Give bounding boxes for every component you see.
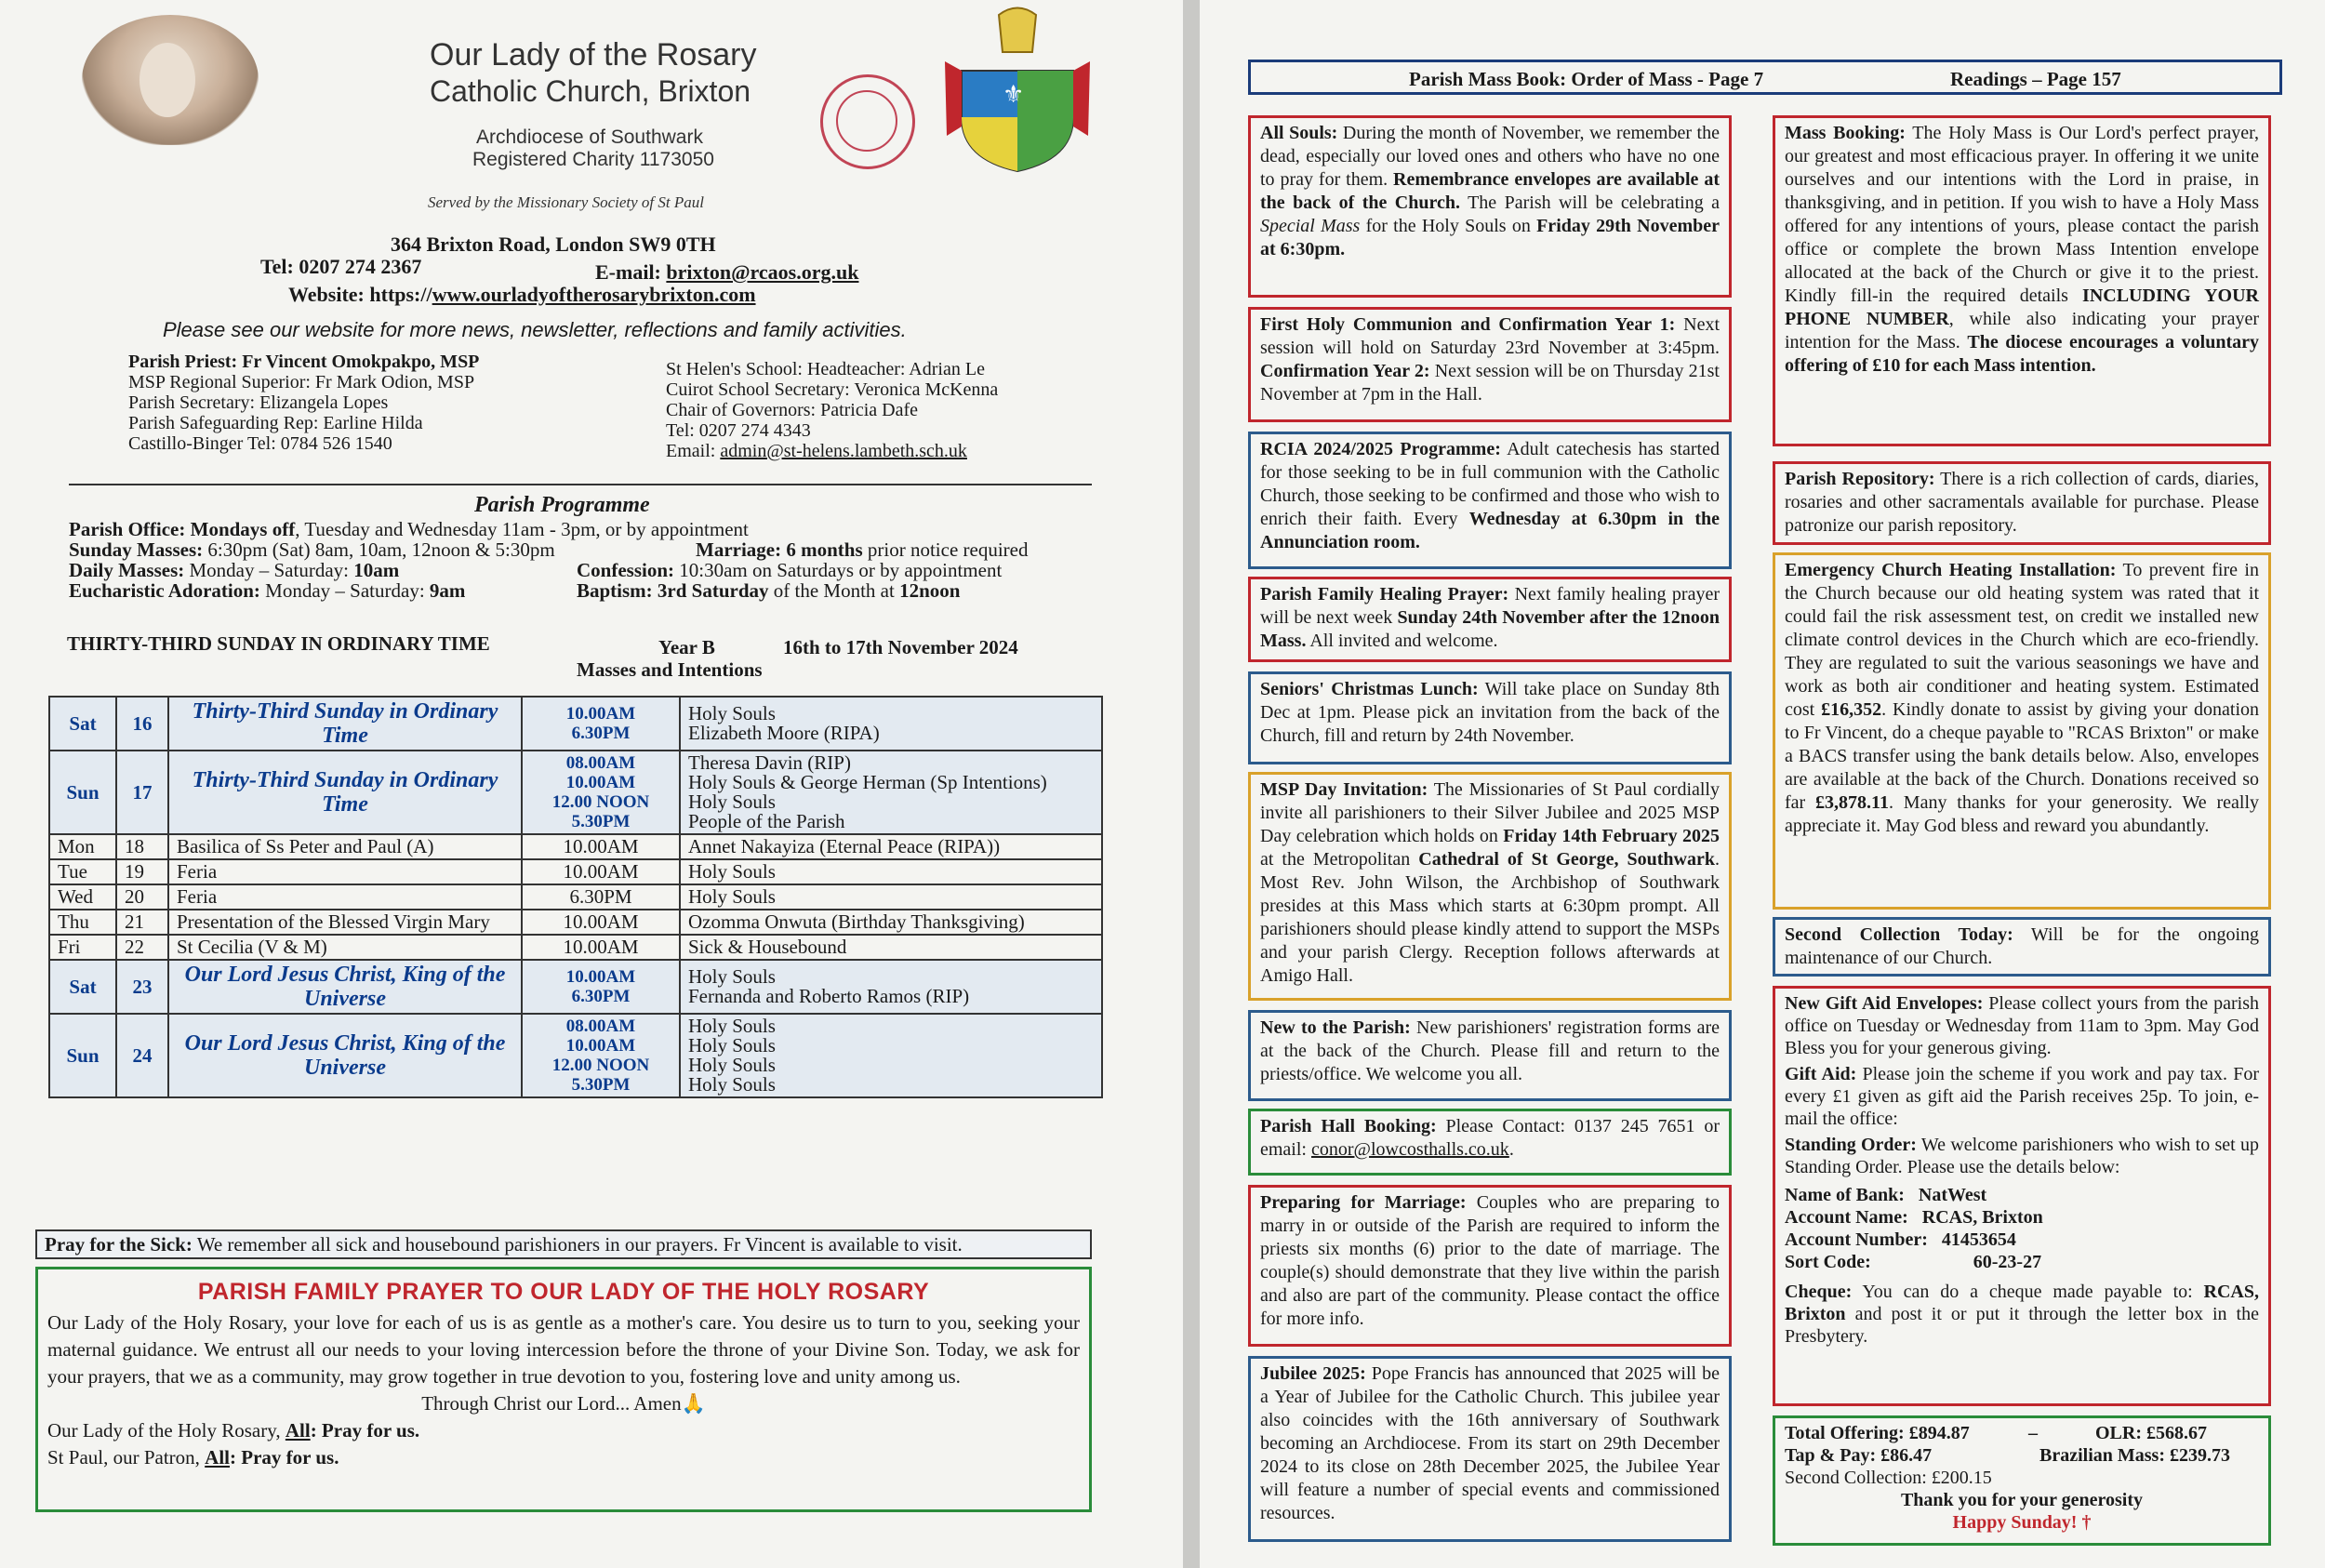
school-headteacher: St Helen's School: Headteacher: Adrian Le [666,359,985,379]
adoration-label: Eucharistic Adoration: [69,579,260,602]
staff-list [128,352,479,454]
communion-text2: Next session will be on Thursday 21st November at 7pm in the Hall. [1260,361,1720,405]
time-cell: 10.00AM [522,910,680,935]
masses-heading: Masses and Intentions [577,658,763,681]
mass-row [49,1014,1102,1097]
date-cell: 18 [116,834,168,859]
daily-time: 10am [353,559,400,581]
all-souls-text2: The Parish will be celebrating a [1460,193,1720,213]
cheque-text: You can do a cheque made payable to: [1852,1282,2204,1302]
prayer-response-1 [47,1417,1080,1444]
heating-bold2: £3,878.11 [1815,792,1889,813]
heating-text3: . Many thanks for your generosity. We really appreciate it. May God bless and reward you abundantly. [1785,792,2260,836]
notice-mass-booking [1773,115,2271,446]
intention-cell: Sick & Housebound [680,935,1102,960]
date-cell: 21 [116,910,168,935]
day-cell: Sun [49,1014,116,1097]
mass-row [49,697,1102,751]
confession-text: 10:30am on Saturdays or by appointment [674,559,1003,581]
website-label: Website: https:// [288,283,432,306]
daily-text: Monday – Saturday: [184,559,354,581]
booking-text2: , while also indicating your prayer intention for the Mass. [1785,309,2260,352]
time-cell: 10.00AM 6.30PM [522,697,680,751]
baptism-time: 12noon [899,579,961,602]
mass-row [49,884,1102,910]
prayer-through: Through Christ our Lord... Amen🙏 [421,1392,706,1415]
notice-rcia [1248,432,1732,569]
notice-second-collection [1773,917,2271,977]
church-title-line1: Our Lady of the Rosary [430,37,757,73]
collection-totals [1773,1415,2271,1546]
notice-new-to-parish [1248,1010,1732,1101]
healing-text2: All invited and welcome. [1306,631,1498,651]
standing-order [1785,1134,2259,1178]
prayer-heading: PARISH FAMILY PRAYER TO OUR LADY OF THE HOLY ROSARY [197,1279,930,1305]
booking-text: The Holy Mass is Our Lord's perfect prayer, our greatest and most efficacious prayer. In offering it we unite ourselves and our intentions with the Lord in praise, in thanksgiving, and in petition. If you wish to have a Holy Mass offered for any intentions of yours, please contact the parish office or complete the brown Mass Intention envelope allocated at the back of the Church or give it to the priest. Kindly fill-in the required details [1785,123,2259,306]
liturgical-year: Year B [658,636,715,658]
intention-cell: Ozomma Onwuta (Birthday Thanksgiving) [680,910,1102,935]
prayer-line1b: : Pray for us. [310,1419,420,1442]
intention-cell: Annet Nakayiza (Eternal Peace (RIPA)) [680,834,1102,859]
all-souls-bold2: Friday 29th November at 6:30pm. [1260,216,1720,259]
so-text: We welcome parishioners who wish to set up Standing Order. Please use the details below: [1785,1135,2259,1177]
sunday-masses [69,539,1101,560]
email-link[interactable]: brixton@rcaos.org.uk [666,260,859,284]
bank-value: NatWest [1918,1185,1987,1205]
website-note: Please see our website for more news, newsletter, reflections and family activities. [163,318,907,341]
totals-row1 [1785,1422,2259,1444]
hall-title: Parish Hall Booking: [1260,1116,1437,1136]
time-cell: 10.00AM [522,935,680,960]
mass-row [49,910,1102,935]
notice-all-souls [1248,115,1732,298]
intention-cell: Holy Souls Holy Souls Holy Souls Holy Souls [680,1014,1102,1097]
baptism-label: Baptism: 3rd Saturday [577,579,769,602]
msp-bold2: Cathedral of St George, Southwark [1418,849,1715,870]
heating-text: To prevent fire in the Church because our old heating system was rated that it could fail the risk assessment test, on credit we installed new climate control devices in the Church which are eco-friendly. They are regulated to suit the various seasonings we have and work as both air conditioner and heating system. Estimated cost [1785,560,2259,720]
feast-cell: St Cecilia (V & M) [168,935,522,960]
office-label: Parish Office: Mondays off [69,518,296,540]
school-email-label: Email: [666,441,716,461]
daily-masses [69,560,1101,580]
svg-text:⚜: ⚜ [1003,81,1025,108]
sick-label: Pray for the Sick: [45,1233,193,1256]
hall-text: Please Contact: 0137 245 7651 or email: [1260,1116,1720,1160]
header-divider [69,484,1092,485]
school-email-link[interactable]: admin@st-helens.lambeth.sch.uk [720,441,967,461]
all-souls-title: All Souls: [1260,123,1338,143]
school-secretary: Cuirot School Secretary: Veronica McKenna [666,379,999,400]
intention-cell: Holy Souls Elizabeth Moore (RIPA) [680,697,1102,751]
telephone: Tel: 0207 274 2367 [260,255,422,278]
mass-row [49,960,1102,1014]
adoration-time: 9am [429,579,466,602]
prayer-line1: Our Lady of the Holy Rosary, [47,1419,286,1442]
time-cell: 10.00AM [522,859,680,884]
feast-cell: Basilica of Ss Peter and Paul (A) [168,834,522,859]
time-cell: 10.00AM [522,834,680,859]
mass-row [49,935,1102,960]
marriage-prep-title: Preparing for Marriage: [1260,1192,1467,1213]
week-dates: 16th to 17th November 2024 [783,636,1018,658]
right-page [1200,0,2325,1568]
day-cell: Fri [49,935,116,960]
intention-cell: Theresa Davin (RIP) Holy Souls & George Herman (Sp Intentions) Holy Souls People of the Parish [680,751,1102,834]
newparish-title: New to the Parish: [1260,1017,1411,1038]
account-name-row [1785,1206,2259,1229]
so-title: Standing Order: [1785,1135,1917,1155]
charity-number: Registered Charity 1173050 [472,149,714,170]
day-cell: Sat [49,960,116,1014]
notice-gift-aid [1773,986,2271,1406]
account-number-row [1785,1229,2259,1251]
website-link[interactable]: www.ourladyoftherosarybrixton.com [432,283,756,306]
mass-intentions-table [48,696,1103,1098]
feast-cell: Presentation of the Blessed Virgin Mary [168,910,522,935]
feast-cell: Thirty-Third Sunday in Ordinary Time [168,751,522,834]
mass-row [49,751,1102,834]
staff-safeguarding: Parish Safeguarding Rep: Earline Hilda [128,413,423,433]
cheque-title: Cheque: [1785,1282,1853,1302]
seniors-title: Seniors' Christmas Lunch: [1260,679,1479,699]
notice-seniors [1248,671,1732,764]
feast-cell: Our Lord Jesus Christ, King of the Universe [168,1014,522,1097]
feast-cell: Thirty-Third Sunday in Ordinary Time [168,697,522,751]
office-text: , Tuesday and Wednesday 11am - 3pm, or by appointment [295,518,749,540]
newparish-text: New parishioners' registration forms are at the back of the Church. Please fill and return to the priests/office. We welcome you all. [1260,1017,1720,1084]
notice-healing [1248,577,1732,662]
cheque-text2: and post it or put it through the letter box in the Presbytery. [1785,1304,2259,1347]
healing-title: Parish Family Healing Prayer: [1260,584,1509,605]
rcia-bold: Wednesday at 6.30pm in the Annunciation room. [1260,509,1720,552]
parish-family-prayer [35,1267,1092,1512]
msp-text3: . Most Rev. John Wilson, the Archbishop of Southwark presides at this Mass which starts at 6:30pm prompt. All parishioners should please kindly attend to support the MSPs and your parish Clergy. Reception follows afterwards at Amigo Hall. [1260,849,1720,986]
heating-bold: £16,352 [1821,699,1882,720]
order-of-mass: Parish Mass Book: Order of Mass - Page 7 [1409,68,1764,90]
day-cell: Sat [49,697,116,751]
all-souls-text3: for the Holy Souls on [1360,216,1537,236]
num-value: 41453654 [1941,1229,2016,1250]
total-brazilian-mass: Brazilian Mass: £239.73 [2039,1445,2230,1466]
happy-sunday: Happy Sunday! † [1952,1512,2092,1533]
day-cell: Sun [49,751,116,834]
school-info [666,359,998,461]
our-lady-portrait [82,15,259,145]
sort-code-row [1785,1251,2259,1273]
thanks-line: Thank you for your generosity [1900,1490,2144,1510]
jubilee-text: Pope Francis has announced that 2025 will be a Year of Jubilee for the Catholic Church. This jubilee year also coincides with the 16th anniversary of Southwark becoming an Archdiocese. From its start on 29th December 2024 to its close on 28th December 2025, the Jubilee Year will feature a number of special events and commissioned resources. [1260,1363,1720,1523]
booking-bold2: The diocese encourages a voluntary offering of £10 for each Mass intention. [1785,332,2259,376]
mass-row [49,859,1102,884]
school-tel: Tel: 0207 274 4343 [666,420,811,441]
school-email-line [666,441,998,461]
sunday-text: 6:30pm (Sat) 8am, 10am, 12noon & 5:30pm [203,538,555,561]
time-cell: 08.00AM 10.00AM 12.00 NOON 5.30PM [522,751,680,834]
total-second-collection: Second Collection: £200.15 [1785,1468,1992,1488]
all-souls-text: During the month of November, we remember the dead, especially our loved ones and others who have no one to pray for them. [1260,123,1720,190]
heating-title: Emergency Church Heating Installation: [1785,560,2117,580]
ga-text: Please join the scheme if you work and pay tax. For every £1 given as gift aid the Parish receives 25p. To join, e-mail the office: [1785,1064,2259,1129]
date-cell: 17 [116,751,168,834]
msp-seal-icon [820,74,915,169]
prayer-all2: All [205,1446,231,1468]
day-cell: Tue [49,859,116,884]
hall-text2: . [1508,1139,1514,1160]
church-title-line2: Catholic Church, Brixton [430,74,751,108]
prayer-response-2 [47,1444,1080,1471]
acc-label: Account Name: [1785,1207,1908,1228]
feast-cell: Feria [168,884,522,910]
staff-safeguarding-tel: Castillo-Binger Tel: 0784 526 1540 [128,433,392,454]
giftaid-envelopes [1785,992,2259,1059]
healing-text: Next family healing prayer will be next week [1260,584,1720,628]
address: 364 Brixton Road, London SW9 0TH [391,233,716,256]
office-hours [69,519,1101,539]
notice-marriage [1248,1185,1732,1347]
intention-cell: Holy Souls [680,859,1102,884]
rcia-text: Adult catechesis has started for those seeking to be in full communion with the Catholic Church, those seeking to be confirmed and those who wish to enrich their faith. Every [1260,439,1720,529]
sort-value: 60-23-27 [1973,1252,2042,1272]
bank-label: Name of Bank: [1785,1185,1905,1205]
sick-text: We remember all sick and housebound parishioners in our prayers. Fr Vincent is available to visit. [192,1233,963,1256]
all-souls-bold: Remembrance envelopes are available at the back of the Church. [1260,169,1720,213]
second-title: Second Collection Today: [1785,924,2013,945]
rcia-title: RCIA 2024/2025 Programme: [1260,439,1501,459]
readings-page: Readings – Page 157 [1950,68,2121,90]
staff-superior: MSP Regional Superior: Fr Mark Odion, MSP [128,372,475,392]
website-line [288,283,756,307]
cheque-info [1785,1281,2259,1348]
booking-title: Mass Booking: [1785,123,1906,143]
total-olr: OLR: £568.67 [2095,1423,2207,1443]
hall-email-link[interactable]: conor@lowcosthalls.co.uk [1310,1139,1509,1160]
giftaid-scheme [1785,1063,2259,1130]
total-tap-pay: Tap & Pay: £86.47 [1785,1445,1933,1466]
giftaid-text: Please collect yours from the parish office on Tuesday or Wednesday from 11am to 3pm. May God Bless you for your generous giving. [1785,993,2259,1058]
mass-book-bar [1248,60,2282,95]
time-cell: 6.30PM [522,884,680,910]
date-cell: 23 [116,960,168,1014]
seniors-text: Will take place on Sunday 8th Dec at 1pm. Please pick an invitation from the back of the Church, fill and return by 24th November. [1260,679,1720,746]
heating-text2: . Kindly donate to assist by giving your donation to Fr Vincent, do a cheque payable to "RCAS Brixton" or make a BACS transfer using the bank details below. Also, envelopes are available at the back of the Church. Donations received so far [1785,699,2260,813]
prayer-line2: St Paul, our Patron, [47,1446,206,1468]
baptism-text: of the Month at [768,579,900,602]
date-cell: 16 [116,697,168,751]
date-cell: 24 [116,1014,168,1097]
repository-text: There is a rich collection of cards, diaries, rosaries and other sacramentals available for purchase. Please patronize our parish repository. [1785,469,2259,536]
email-label: E-mail: [595,260,661,284]
ga-title: Gift Aid: [1785,1064,1857,1084]
notice-hall-booking [1248,1109,1732,1176]
time-cell: 08.00AM 10.00AM 12.00 NOON 5.30PM [522,1014,680,1097]
total-offering: Total Offering: £894.87 [1785,1423,1970,1443]
staff-priest: Parish Priest: Fr Vincent Omokpakpo, MSP [128,352,480,372]
bank-details [1785,1184,2259,1273]
msp-title: MSP Day Invitation: [1260,779,1428,800]
prayer-body: Our Lady of the Holy Rosary, your love for each of us is as gentle as a mother's care. You desire us to turn to you, seeking your maternal guidance. We entrust all our needs to your loving intercession before the throne of your Divine Son. Today, we ask for your prayers, that we as a community, may grow together in true devotion to you, fostering love and unity among us. [47,1311,1080,1388]
marriage-prep-text: Couples who are preparing to marry in or outside of the Parish are required to inform the priests six months (6) prior to the date of marriage. The couple(s) should demonstrate that they live within the parish and also are part of the community. Please contact the office for more info. [1260,1192,1720,1329]
date-cell: 20 [116,884,168,910]
archdiocese: Archdiocese of Southwark [476,126,703,148]
feast-cell: Feria [168,859,522,884]
repository-title: Parish Repository: [1785,469,1935,489]
healing-bold: Sunday 24th November after the 12noon Mass. [1260,607,1720,651]
sunday-label: Sunday Masses: [69,538,204,561]
time-cell: 10.00AM 6.30PM [522,960,680,1014]
sort-label: Sort Code: [1785,1252,1871,1272]
daily-label: Daily Masses: [69,559,185,581]
notice-heating [1773,552,2271,910]
email-line [595,260,858,285]
intention-cell: Holy Souls [680,884,1102,910]
date-cell: 22 [116,935,168,960]
feast-cell: Our Lord Jesus Christ, King of the Universe [168,960,522,1014]
pray-for-sick [35,1229,1092,1259]
msp-text: The Missionaries of St Paul cordially invite all parishioners to their Silver Jubilee and 2025 MSP Day celebration which holds on [1260,779,1720,846]
acc-value: RCAS, Brixton [1921,1207,2043,1228]
adoration-text: Monday – Saturday: [259,579,430,602]
mass-row [49,834,1102,859]
marriage-text: prior notice required [862,538,1029,561]
day-cell: Wed [49,884,116,910]
msp-bold: Friday 14th February 2025 [1503,826,1720,846]
date-cell: 19 [116,859,168,884]
communion-title: First Holy Communion and Confirmation Year 1: [1260,314,1676,335]
totals-dash: – [2028,1423,2038,1443]
all-souls-ital: Special Mass [1260,216,1361,236]
intention-cell: Holy Souls Fernanda and Roberto Ramos (RIP) [680,960,1102,1014]
prayer-all1: All [285,1419,311,1442]
prayer-line2b: : Pray for us. [230,1446,339,1468]
notice-jubilee [1248,1356,1732,1542]
served-by: Served by the Missionary Society of St Paul [428,193,704,211]
programme-block [69,519,1101,601]
confession-label: Confession: [577,559,675,581]
second-text: Will be for the ongoing maintenance of our Church. [1785,924,2259,968]
notice-msp-day [1248,772,1732,1001]
adoration [69,580,1101,601]
msp-text2: at the Metropolitan [1260,849,1419,870]
school-chair: Chair of Governors: Patricia Dafe [666,400,919,420]
totals-row2 [1785,1444,2259,1467]
day-cell: Mon [49,834,116,859]
day-cell: Thu [49,910,116,935]
communion-bold: Confirmation Year 2: [1260,361,1430,381]
communion-text: Next session will hold on Saturday 23rd November at 3:45pm. [1260,314,1720,358]
num-label: Account Number: [1785,1229,1928,1250]
programme-title: Parish Programme [474,493,650,517]
cheque-bold: RCAS, Brixton [1785,1282,2259,1324]
giftaid-title: New Gift Aid Envelopes: [1785,993,1984,1014]
archdiocese-crest-icon [943,6,1092,175]
booking-bold: INCLUDING YOUR PHONE NUMBER [1785,286,2260,329]
notice-repository [1773,461,2271,545]
marriage-label: Marriage: 6 months [696,538,863,561]
sunday-title: THIRTY-THIRD SUNDAY IN ORDINARY TIME [67,632,490,655]
bank-name-row [1785,1184,2259,1206]
jubilee-title: Jubilee 2025: [1260,1363,1366,1384]
staff-secretary: Parish Secretary: Elizangela Lopes [128,392,389,413]
notice-communion [1248,307,1732,422]
